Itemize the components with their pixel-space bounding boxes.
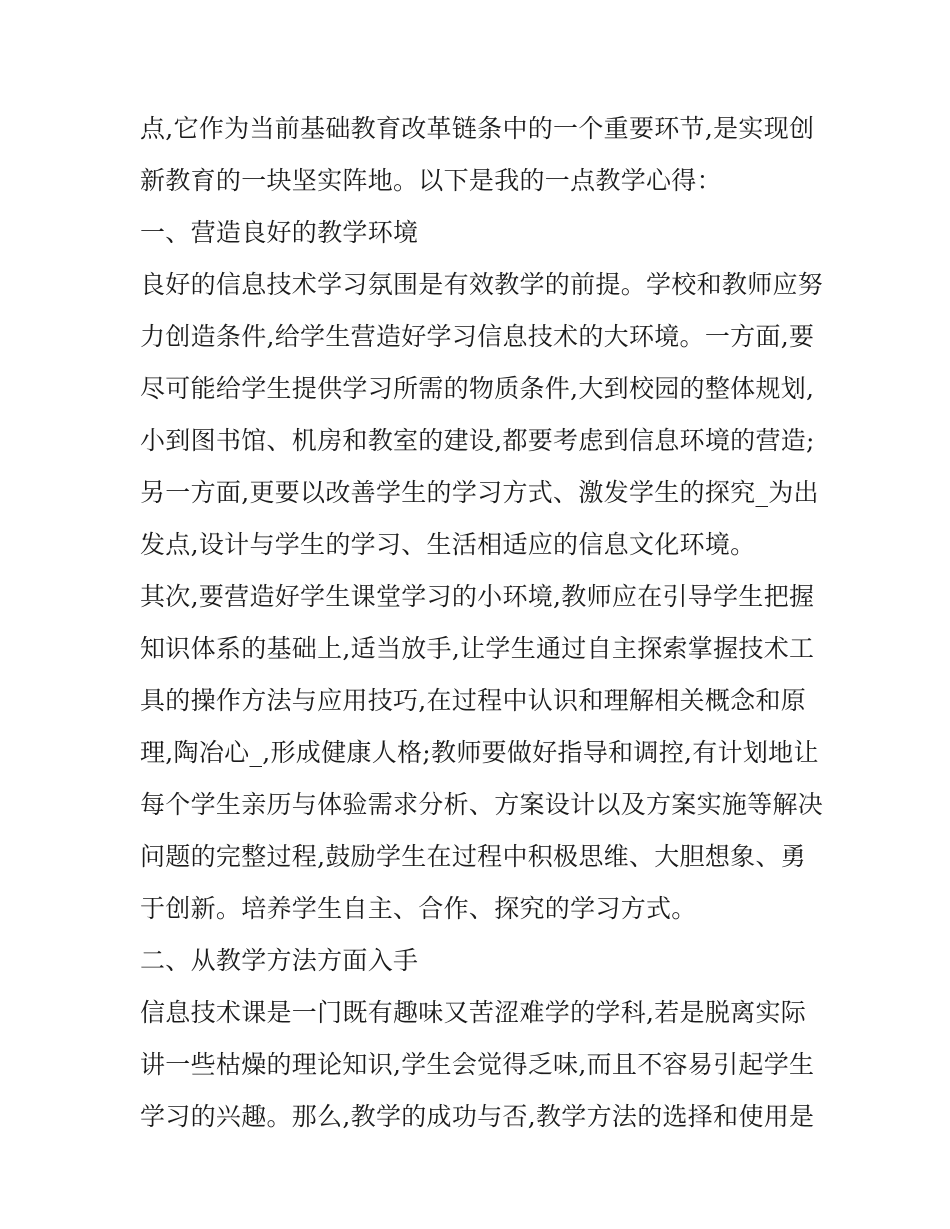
text-line: 另一方面,更要以改善学生的学习方式、激发学生的探究_为出	[140, 478, 819, 507]
text-line: 力创造条件,给学生营造好学习信息技术的大环境。一方面,要	[140, 322, 815, 351]
section-heading: 二、从教学方法方面入手	[140, 946, 419, 975]
section-heading: 一、营造良好的教学环境	[140, 218, 419, 247]
text-line: 小到图书馆、机房和教室的建设,都要考虑到信息环境的营造;	[140, 426, 815, 455]
text-line: 良好的信息技术学习氛围是有效教学的前提。学校和教师应努	[140, 270, 824, 299]
text-line: 每个学生亲历与体验需求分析、方案设计以及方案实施等解决	[140, 790, 824, 819]
text-line: 其次,要营造好学生课堂学习的小环境,教师应在引导学生把握	[140, 582, 815, 611]
text-line: 具的操作方法与应用技巧,在过程中认识和理解相关概念和原	[140, 686, 807, 715]
text-line: 知识体系的基础上,适当放手,让学生通过自主探索掌握技术工	[140, 634, 815, 663]
text-line: 信息技术课是一门既有趣味又苦涩难学的学科,若是脱离实际	[140, 998, 807, 1027]
text-line: 于创新。培养学生自主、合作、探究的学习方式。	[140, 894, 697, 923]
text-line: 学习的兴趣。那么,教学的成功与否,教学方法的选择和使用是	[140, 1102, 815, 1131]
text-line: 发点,设计与学生的学习、生活相适应的信息文化环境。	[140, 530, 756, 559]
text-line: 问题的完整过程,鼓励学生在过程中积极思维、大胆想象、勇	[140, 842, 807, 871]
text-line: 理,陶冶心_,形成健康人格;教师要做好指导和调控,有计划地让	[140, 738, 819, 767]
text-line: 点,它作为当前基础教育改革链条中的一个重要环节,是实现创	[140, 114, 815, 143]
text-line: 讲一些枯燥的理论知识,学生会觉得乏味,而且不容易引起学生	[140, 1050, 815, 1079]
text-line: 尽可能给学生提供学习所需的物质条件,大到校园的整体规划,	[140, 374, 815, 403]
document-body	[140, 103, 824, 1143]
text-line: 新教育的一块坚实阵地。以下是我的一点教学心得：	[140, 166, 722, 195]
